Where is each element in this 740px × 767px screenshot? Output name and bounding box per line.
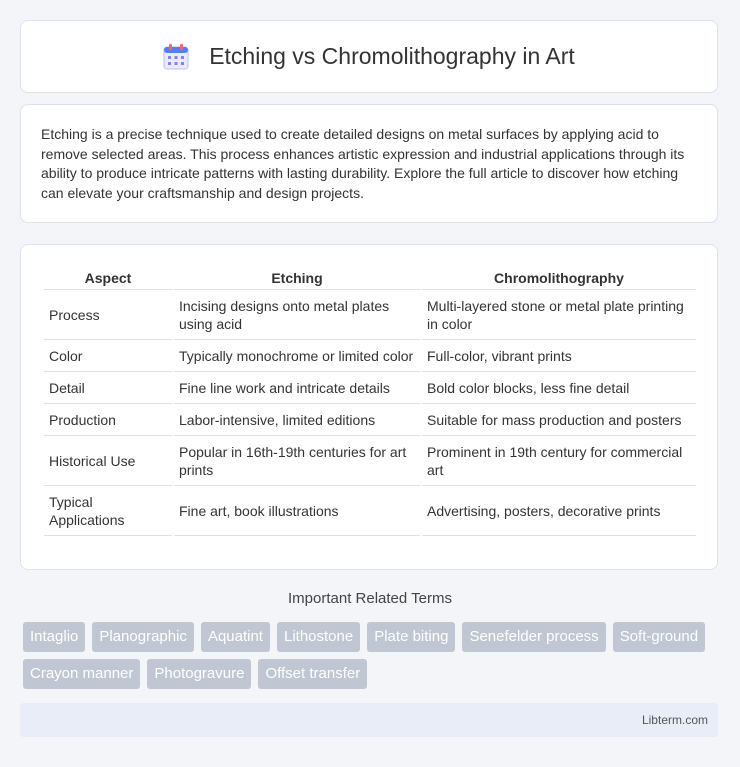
intro-card <box>20 104 718 223</box>
footer <box>20 703 718 737</box>
table-cell: Incising designs onto metal plates using acid <box>174 290 420 340</box>
table-cell: Advertising, posters, decorative prints <box>422 486 696 536</box>
comparison-table <box>42 265 698 536</box>
related-term-tag[interactable]: Offset transfer <box>258 659 367 689</box>
related-term-tag[interactable]: Crayon manner <box>23 659 140 689</box>
table-header-row <box>44 265 696 290</box>
comparison-table-card <box>20 244 718 570</box>
table-cell: Labor-intensive, limited editions <box>174 404 420 436</box>
column-header: Chromolithography <box>422 265 696 290</box>
table-row <box>44 340 696 372</box>
table-cell: Detail <box>44 372 172 404</box>
table-cell: Bold color blocks, less fine detail <box>422 372 696 404</box>
related-terms-title: Important Related Terms <box>288 590 452 607</box>
table-cell: Typical Applications <box>44 486 172 536</box>
table-row <box>44 486 696 536</box>
related-term-tag[interactable]: Plate biting <box>367 622 455 652</box>
table-cell: Production <box>44 404 172 436</box>
table-cell: Suitable for mass production and posters <box>422 404 696 436</box>
calendar-grid-icon <box>163 44 189 70</box>
table-cell: Full-color, vibrant prints <box>422 340 696 372</box>
footer-site-link[interactable]: Libterm.com <box>641 713 708 727</box>
table-row <box>44 436 696 486</box>
table-cell: Multi-layered stone or metal plate printing in color <box>422 290 696 340</box>
related-term-tag[interactable]: Aquatint <box>201 622 270 652</box>
table-cell: Fine art, book illustrations <box>174 486 420 536</box>
table-cell: Color <box>44 340 172 372</box>
table-row <box>44 290 696 340</box>
table-cell: Historical Use <box>44 436 172 486</box>
related-term-tag[interactable]: Planographic <box>92 622 194 652</box>
related-term-tag[interactable]: Lithostone <box>277 622 360 652</box>
header-card <box>20 20 718 93</box>
page-title: Etching vs Chromolithography in Art <box>209 43 575 69</box>
column-header: Aspect <box>44 265 172 290</box>
table-row <box>44 372 696 404</box>
table-row <box>44 404 696 436</box>
table-cell: Process <box>44 290 172 340</box>
related-term-tag[interactable]: Photogravure <box>147 659 251 689</box>
related-term-tag[interactable]: Intaglio <box>23 622 85 652</box>
related-term-tag[interactable]: Soft-ground <box>613 622 705 652</box>
table-cell: Fine line work and intricate details <box>174 372 420 404</box>
column-header: Etching <box>174 265 420 290</box>
table-cell: Typically monochrome or limited color <box>174 340 420 372</box>
related-terms-list <box>23 622 723 696</box>
table-cell: Popular in 16th-19th centuries for art prints <box>174 436 420 486</box>
table-cell: Prominent in 19th century for commercial art <box>422 436 696 486</box>
intro-text: Etching is a precise technique used to create detailed designs on metal surfaces by applying acid to remove selected areas. This process enhances artistic expression and industrial applications through its ability to produce intricate patterns with lasting durability. Explore the full article to discover how etching can elevate your craftsmanship and design projects. <box>41 126 685 201</box>
related-term-tag[interactable]: Senefelder process <box>462 622 605 652</box>
